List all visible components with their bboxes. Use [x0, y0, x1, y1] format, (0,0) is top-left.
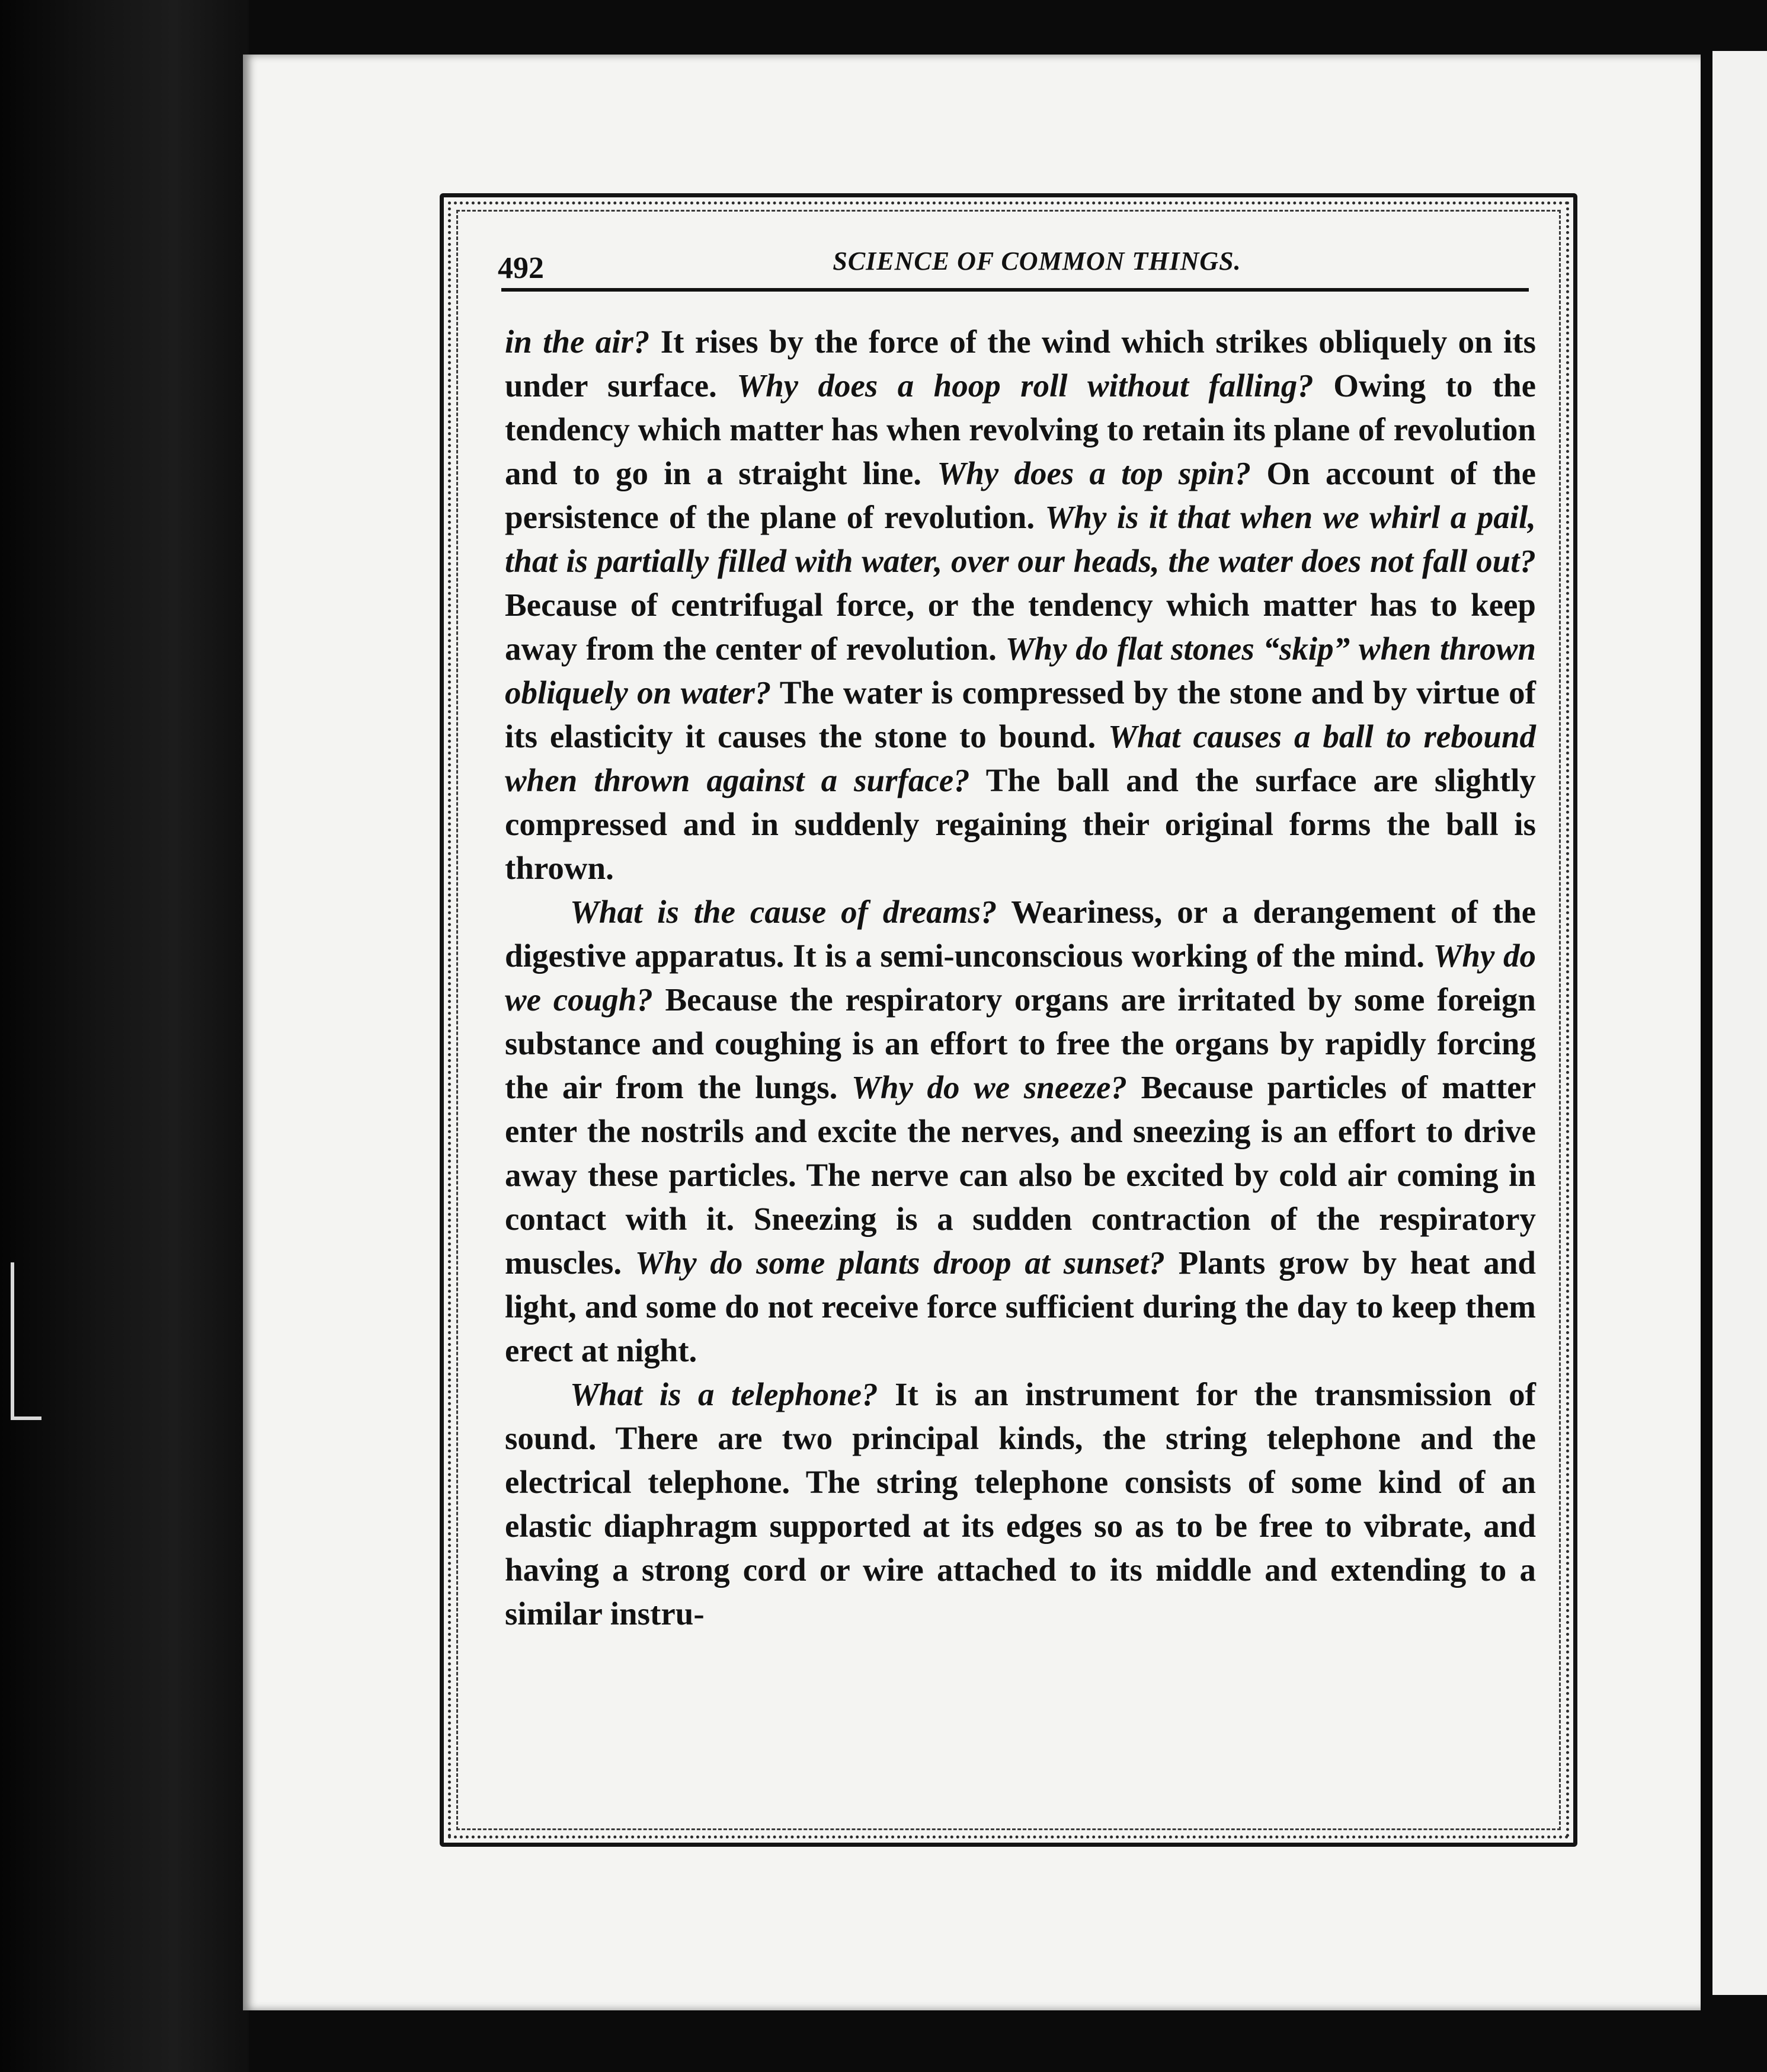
- question-text: What causes a ball to rebound when thrown against a surface?: [505, 718, 1536, 798]
- header-rule: [501, 288, 1529, 292]
- question-text: in the air?: [505, 324, 650, 360]
- page-number: 492: [498, 251, 544, 285]
- question-text: Why do we sneeze?: [852, 1069, 1127, 1105]
- scan-background-left: [0, 0, 249, 2072]
- question-text: What is a telephone?: [570, 1376, 878, 1412]
- answer-text: Because the respiratory organs are irritated by some foreign substance and coughing is an effort to free the organs by rapidly forcing the air from the lungs.: [505, 981, 1536, 1105]
- page-header: [498, 240, 1529, 293]
- running-head: SCIENCE OF COMMON THINGS.: [833, 247, 1241, 276]
- answer-text: Weariness, or a derangement of the digestive apparatus. It is a semi-unconscious working of the mind.: [505, 894, 1536, 974]
- scan-edge-mark: [11, 1262, 41, 1420]
- question-text: What is the cause of dreams?: [570, 894, 997, 930]
- question-text: Why does a top spin?: [937, 455, 1251, 491]
- page-body: [505, 320, 1536, 1636]
- question-text: Why does a hoop roll without falling?: [737, 367, 1314, 404]
- answer-text: Owing to the tendency which matter has when revolving to retain its plane of revolution and to go in a straight line.: [505, 367, 1536, 491]
- answer-text: It is an instrument for the transmission of sound. There are two principal kinds, the string telephone and the electrical telephone. The string telephone consists of some kind of an elastic diaphragm supported at its edges so as to be free to vibrate, and having a strong cord or wire attached to its middle and extending to a similar instru-: [505, 1376, 1536, 1632]
- question-text: Why do flat stones “skip” when thrown obliquely on water?: [505, 631, 1536, 711]
- question-text: Why do some plants droop at sunset?: [635, 1245, 1166, 1281]
- question-text: Why is it that when we whirl a pail, that is partially filled with water, over our heads, the water does not fall out?: [505, 499, 1536, 579]
- paragraph-3: [505, 1373, 1536, 1636]
- answer-text: Because of centrifugal force, or the tendency which matter has to keep away from the center of revolution.: [505, 587, 1536, 667]
- answer-text: The ball and the surface are slightly compressed and in suddenly regaining their original forms the ball is thrown.: [505, 762, 1536, 886]
- answer-text: Plants grow by heat and light, and some do not receive force sufficient during the day to keep them erect at night.: [505, 1245, 1536, 1368]
- paragraph-2: [505, 890, 1536, 1373]
- answer-text: On account of the persistence of the plane of revolution.: [505, 455, 1536, 535]
- paragraph-1: [505, 320, 1536, 890]
- answer-text: It rises by the force of the wind which strikes obliquely on its under surface.: [505, 324, 1536, 404]
- answer-text: Because particles of matter enter the nostrils and excite the nerves, and sneezing is an effort to drive away these particles. The nerve can also be excited by cold air coming in contact with it. Sneezing is a sudden contraction of the respiratory muscles.: [505, 1069, 1536, 1281]
- answer-text: The water is compressed by the stone and by virtue of its elasticity it causes the stone to bound.: [505, 674, 1536, 754]
- facing-page-edge: [1712, 51, 1767, 1995]
- question-text: Why do we cough?: [505, 938, 1536, 1018]
